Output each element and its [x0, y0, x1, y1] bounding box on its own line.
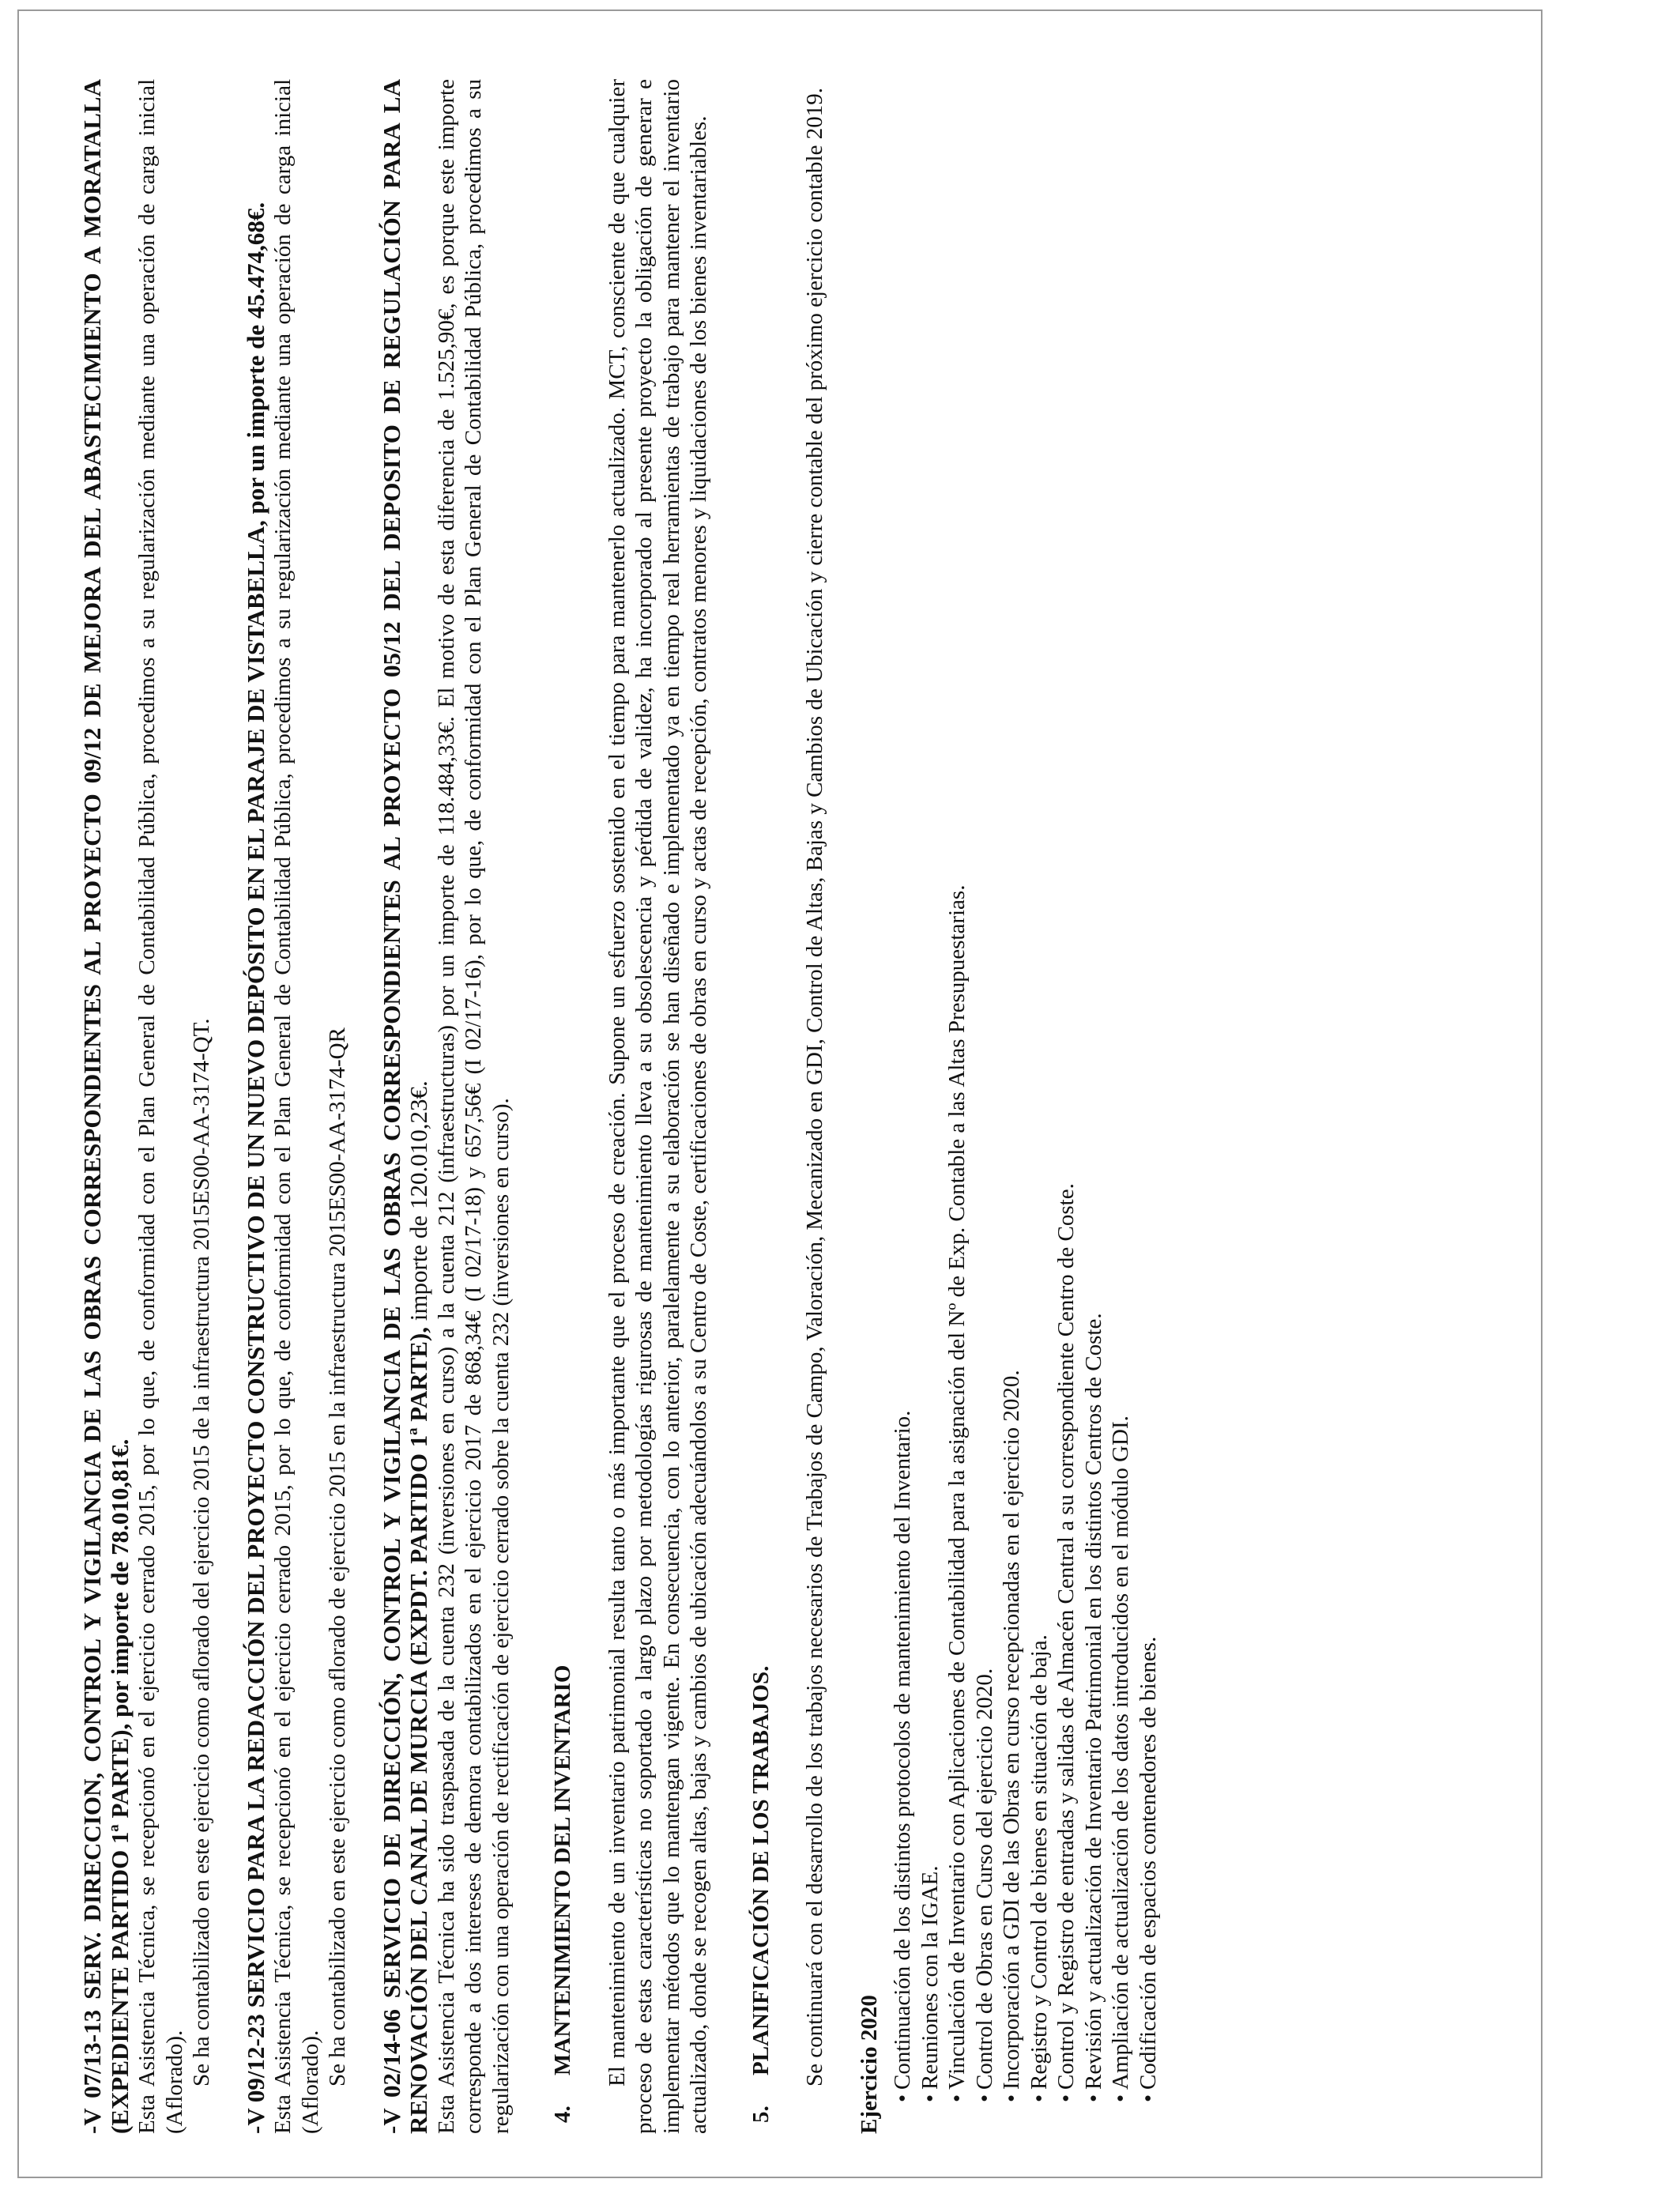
section-title: MANTENIMIENTO DEL INVENTARIO: [550, 1664, 575, 2075]
bullet-icon: •: [1108, 2094, 1133, 2102]
bullet-icon: •: [890, 2094, 915, 2102]
list-item: •Ampliación de actualización de los datos introducidos en el módulo GDI.: [1108, 1416, 1133, 2102]
entry-v07-13-13: [79, 79, 216, 2134]
rotated-page-content: [78, 79, 1161, 2134]
bullet-icon: •: [1080, 2094, 1106, 2102]
subheading-ejercicio-2020: Ejercicio 2020: [856, 1995, 882, 2134]
section-title: PLANIFICACIÓN DE LOS TRABAJOS.: [748, 1665, 774, 2075]
list-item: •Codificación de espacios contenedores de bienes.: [1135, 1636, 1161, 2102]
section-number: 4.: [550, 2105, 575, 2123]
entry-note: Se ha contabilizado en este ejercicio como aflorado del ejercicio 2015 de la infraestructura 2015ES00-AA-3174-QT.: [189, 1018, 214, 2087]
bullet-icon: •: [1026, 2094, 1052, 2102]
entry-heading: -V 07/13-13 SERV. DIRECCION, CONTROL Y VIGILANCIA DE LAS OBRAS CORRESPONDIENTES AL PROYECTO 09/12 DE MEJORA DEL ABASTECIMIENTO A MORATALLA (EXPEDIENTE PARTIDO 1ª PARTE), por importe de 78.010,81€.: [78, 79, 134, 2134]
entry-body: Esta Asistencia Técnica, se recepcionó en el ejercicio cerrado 2015, por lo que, de conformidad con el Plan General de Contabilidad Pública, procedimos a su regularización mediante una operación de carga inicial (Aflorado).: [134, 79, 187, 2134]
bullet-icon: •: [1053, 2094, 1079, 2102]
section-number: 5.: [748, 2105, 774, 2123]
entry-heading: [379, 79, 433, 2134]
list-item: •Control de Obras en Curso del ejercicio 2020.: [971, 1668, 997, 2102]
entry-heading-amount: importe de 120.010,23€.: [405, 1080, 432, 1327]
section-4-heading: [549, 79, 577, 2123]
list-item: •Registro y Control de bienes en situación de baja.: [1026, 1634, 1052, 2102]
section-5-heading: [748, 79, 775, 2123]
section-5-body: Se continuará con el desarrollo de los trabajos necesarios de Trabajos de Campo, Valoración, Mecanizado en GDI, Control de Altas, Bajas y Cambios de Ubicación y cierre contable del próximo ejercicio contable 2019.: [802, 88, 827, 2087]
entry-body: Esta Asistencia Técnica, se recepcionó en el ejercicio cerrado 2015, por lo que, de conformidad con el Plan General de Contabilidad Pública, procedimos a su regularización mediante una operación de carga inicial (Aflorado).: [270, 79, 323, 2134]
bullet-icon: •: [1135, 2094, 1161, 2102]
list-item: •Revisión y actualización de Inventario Patrimonial en los distintos Centros de Coste.: [1080, 1313, 1106, 2102]
section-4-body: El mantenimiento de un inventario patrimonial resulta tanto o más importante que el proceso de creación. Supone un esfuerzo sostenido en el tiempo para mantenerlo actualizado. MCT, consciente de que cualquier proceso de estas características no soportado a largo plazo por metodologías rigurosas de mantenimiento lleva a su obsolescencia y pérdida de validez, ha incorporado al presente proyecto la obligación de generar e implementar métodos que lo mantengan vigente. En consecuencia, con lo anterior, paralelamente a su elaboración se han diseñado e implementado ya en tiempo real herramientas de trabajo para mantener el inventario actualizado, donde se recogen altas, bajas y cambios de ubicación adecuándolos a su Centro de Coste, certificaciones de obras en curso y actas de recepción, contratos menores y liquidaciones de los bienes inventariables.: [604, 79, 711, 2134]
bullet-icon: •: [971, 2094, 997, 2102]
list-item: •Incorporación a GDI de las Obras en curso recepcionadas en el ejercicio 2020.: [999, 1370, 1024, 2102]
bullet-icon: •: [999, 2094, 1024, 2102]
entry-note: Se ha contabilizado en este ejercicio como aflorado de ejercicio 2015 en la infraestructura 2015ES00-AA-3174-QR: [325, 1027, 350, 2087]
entry-heading: -V 09/12-23 SERVICIO PARA LA REDACCIÓN DEL PROYECTO CONSTRUCTIVO DE UN NUEVO DEPÓSITO EN EL PARAJE DE VISTABELLA, por un importe de 45.474,68€.: [241, 202, 269, 2134]
entry-heading-bold: -V 02/14-06 SERVICIO DE DIRECCIÓN, CONTROL Y VIGILANCIA DE LAS OBRAS CORRESPONDIENTES AL PROYECTO 05/12 DEL DEPOSITO DE REGULACIÓN PARA LA RENOVACIÓN DEL CANAL DE MURCIA (EXPDT. PARTIDO 1ª PARTE),: [377, 79, 432, 2134]
list-item: •Vinculación de Inventario con Aplicaciones de Contabilidad para la asignación del Nº de Exp. Contable a las Altas Presupuestarias.: [944, 884, 970, 2102]
list-item: •Reuniones con la IGAE.: [917, 1865, 943, 2102]
list-item: •Control y Registro de entradas y salidas de Almacén Central a su correspondiente Centro de Coste.: [1053, 1183, 1079, 2102]
entry-v09-12-23: [243, 79, 352, 2134]
list-item: •Continuación de los distintos protocolos de mantenimiento del Inventario.: [890, 1410, 915, 2102]
entry-body: Esta Asistencia Técnica ha sido traspasada de la cuenta 232 (inversiones en curso) a la cuenta 212 (infraestructuras) por un importe de 118.484,33€. El motivo de esta diferencia de 1.525,90€, es porque este importe corresponde a dos intereses de demora contabilizados en el ejercicio 2017 de 868,34€ (I 02/17-18) y 657,56€ (I 02/17-16), por lo que, de conformidad con el Plan General de Contabilidad Pública, procedimos a su regularización con una operación de rectificación de ejercicio cerrado sobre la cuenta 232 (inversiones en curso).: [433, 79, 514, 2134]
entry-v02-14-06: [379, 79, 515, 2134]
bullet-icon: •: [917, 2094, 943, 2102]
task-bullet-list: [889, 79, 1162, 2102]
bullet-icon: •: [944, 2094, 970, 2102]
